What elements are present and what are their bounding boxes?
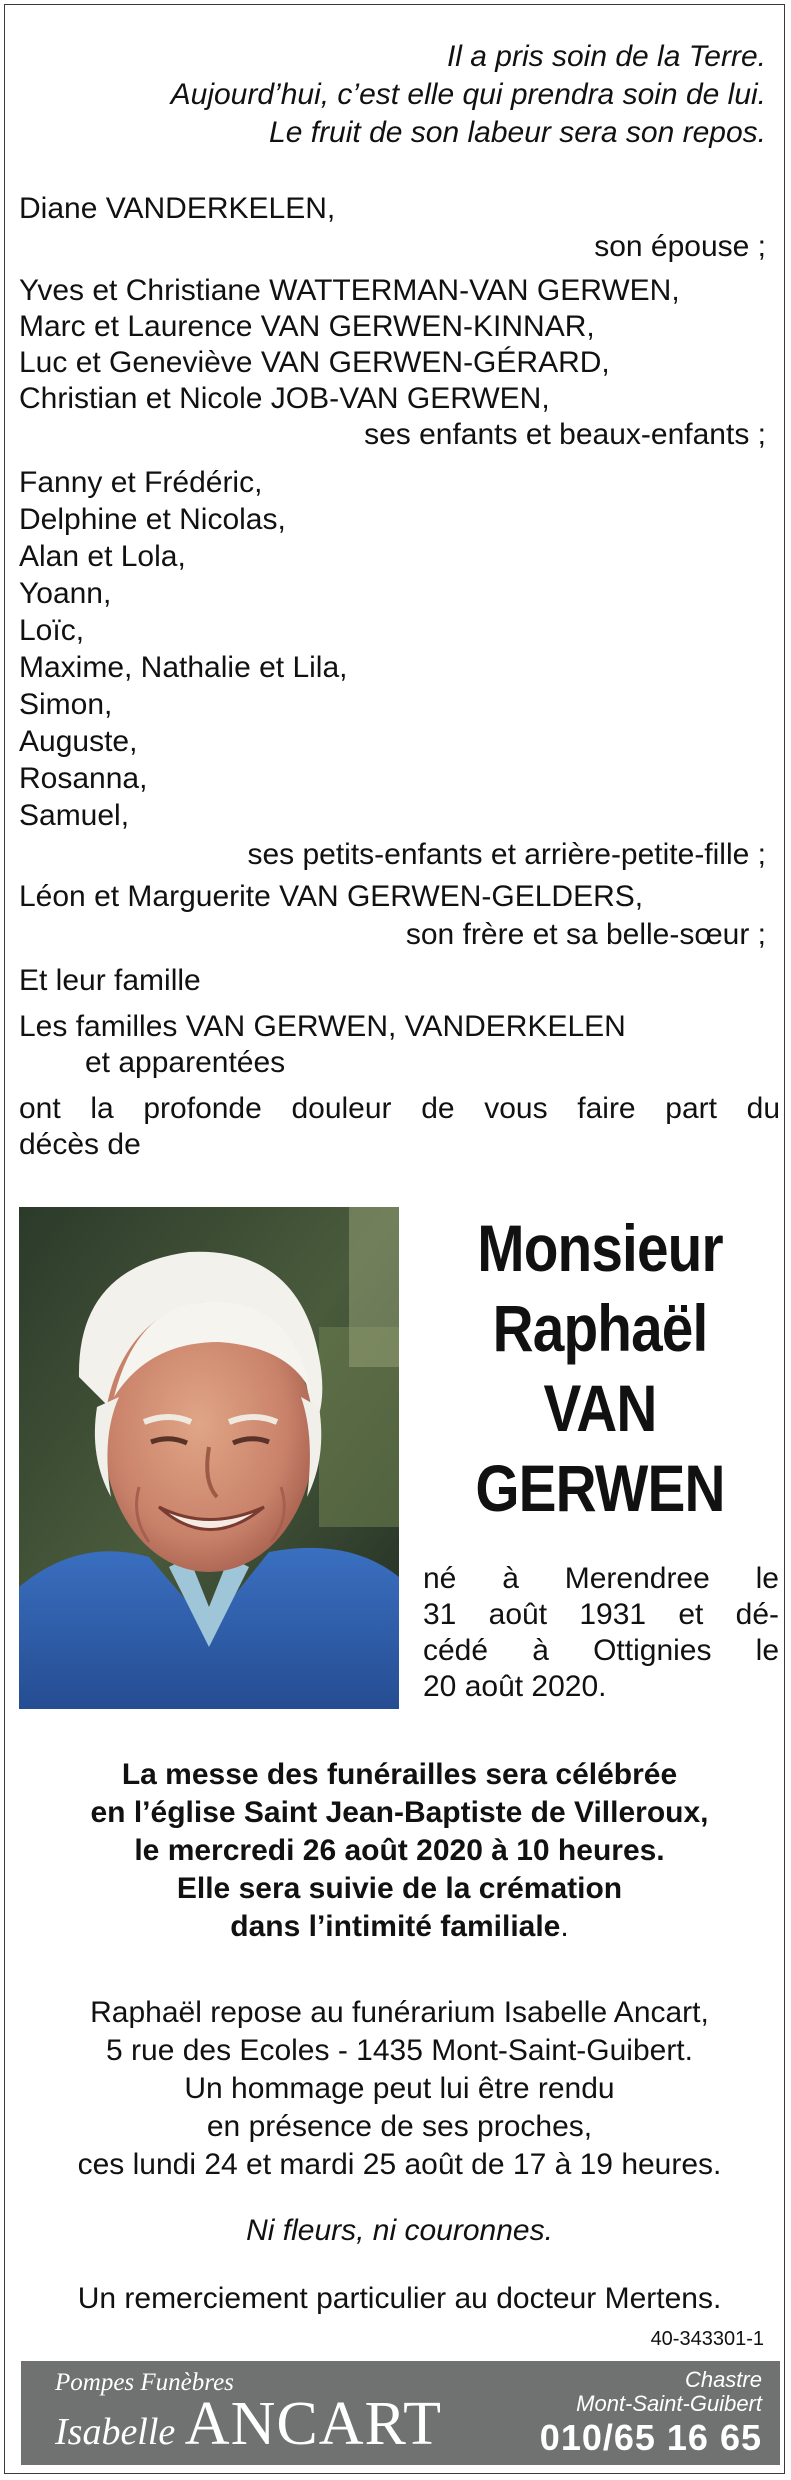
funeral-last-punct: . <box>560 1910 569 1943</box>
quote-line-2: Aujourd’hui, c’est elle qui prendra soin de lui. <box>170 78 766 111</box>
thanks-note: Un remerciement particulier au docteur Mertens. <box>77 2282 722 2315</box>
funeral-home-phone: 010/65 16 65 <box>539 2417 762 2458</box>
spouse-relation: son épouse ; <box>594 230 766 263</box>
grandchild-name: Maxime, Nathalie et Lila, <box>19 651 348 684</box>
announcement-line-2: décès de <box>19 1128 141 1161</box>
bio-line: 31 août 1931 et dé- <box>423 1598 779 1631</box>
visitation-line: en présence de ses proches, <box>206 2110 593 2143</box>
funeral-home-banner <box>21 2361 780 2465</box>
bio-line: 20 août 2020. <box>423 1670 607 1703</box>
spouse-name: Diane VANDERKELEN, <box>19 192 336 225</box>
deceased-first-name: Raphaël <box>492 1291 708 1365</box>
funeral-last-text: dans l’intimité familiale <box>230 1910 561 1943</box>
deceased-portrait <box>19 1207 399 1709</box>
family-line: Les familles VAN GERWEN, VANDERKELEN <box>19 1010 626 1043</box>
reference-number: 40-343301-1 <box>650 2328 764 2350</box>
deceased-surname-1: VAN <box>543 1371 657 1445</box>
grandchild-name: Alan et Lola, <box>19 540 186 573</box>
obituary-notice <box>4 4 785 2474</box>
family-line: Et leur famille <box>19 964 201 997</box>
child-name: Yves et Christiane WATTERMAN-VAN GERWEN, <box>19 274 680 307</box>
grandchildren-relation: ses petits-enfants et arrière-petite-fille ; <box>247 838 766 871</box>
visitation-line: 5 rue des Ecoles - 1435 Mont-Saint-Guibert. <box>106 2034 693 2067</box>
funeral-home-town-1: Chastre <box>684 2367 762 2392</box>
bio-line: cédé à Ottignies le <box>423 1634 779 1667</box>
bio-line: né à Merendree le <box>423 1562 779 1595</box>
sibling-name: Léon et Marguerite VAN GERWEN-GELDERS, <box>19 880 644 913</box>
child-name: Marc et Laurence VAN GERWEN-KINNAR, <box>19 310 595 343</box>
grandchild-name: Fanny et Frédéric, <box>19 466 263 499</box>
grandchild-name: Auguste, <box>19 725 138 758</box>
deceased-title: Monsieur <box>477 1211 723 1285</box>
child-name: Luc et Geneviève VAN GERWEN-GÉRARD, <box>19 346 610 379</box>
funeral-line: La messe des funérailles sera célébrée <box>121 1758 678 1791</box>
grandchild-name: Rosanna, <box>19 762 148 795</box>
grandchild-name: Simon, <box>19 688 113 721</box>
flowers-note: Ni fleurs, ni couronnes. <box>246 2214 553 2247</box>
funeral-home-last: ANCART <box>184 2390 442 2458</box>
quote-line-3: Le fruit de son labeur sera son repos. <box>269 116 766 149</box>
grandchild-name: Delphine et Nicolas, <box>19 503 286 536</box>
grandchild-name: Yoann, <box>19 577 112 610</box>
grandchild-name: Samuel, <box>19 799 130 832</box>
deceased-surname-2: GERWEN <box>475 1451 725 1525</box>
visitation-line: Raphaël repose au funérarium Isabelle Ancart, <box>90 1996 709 2029</box>
funeral-line: en l’église Saint Jean-Baptiste de Villeroux, <box>90 1796 709 1829</box>
announcement-line-1: ont la profonde douleur de vous faire part du <box>19 1092 780 1125</box>
child-name: Christian et Nicole JOB-VAN GERWEN, <box>19 382 550 415</box>
family-line: et apparentées <box>85 1046 286 1079</box>
funeral-line: le mercredi 26 août 2020 à 10 heures. <box>134 1834 665 1867</box>
visitation-line: Un hommage peut lui être rendu <box>184 2072 615 2105</box>
grandchild-name: Loïc, <box>19 614 85 647</box>
funeral-line-last <box>19 1909 780 1945</box>
funeral-home-first: Isabelle <box>55 2411 176 2453</box>
visitation-line: ces lundi 24 et mardi 25 août de 17 à 19 heures. <box>77 2148 722 2181</box>
quote-line-1: Il a pris soin de la Terre. <box>446 40 766 73</box>
funeral-home-town-2: Mont-Saint-Guibert <box>576 2391 762 2416</box>
sibling-relation: son frère et sa belle-sœur ; <box>405 918 766 951</box>
funeral-home-name <box>55 2391 442 2465</box>
children-relation: ses enfants et beaux-enfants ; <box>364 418 766 451</box>
funeral-line: Elle sera suivie de la crémation <box>176 1872 623 1905</box>
funeral-home-label: Pompes Funèbres <box>55 2369 234 2396</box>
